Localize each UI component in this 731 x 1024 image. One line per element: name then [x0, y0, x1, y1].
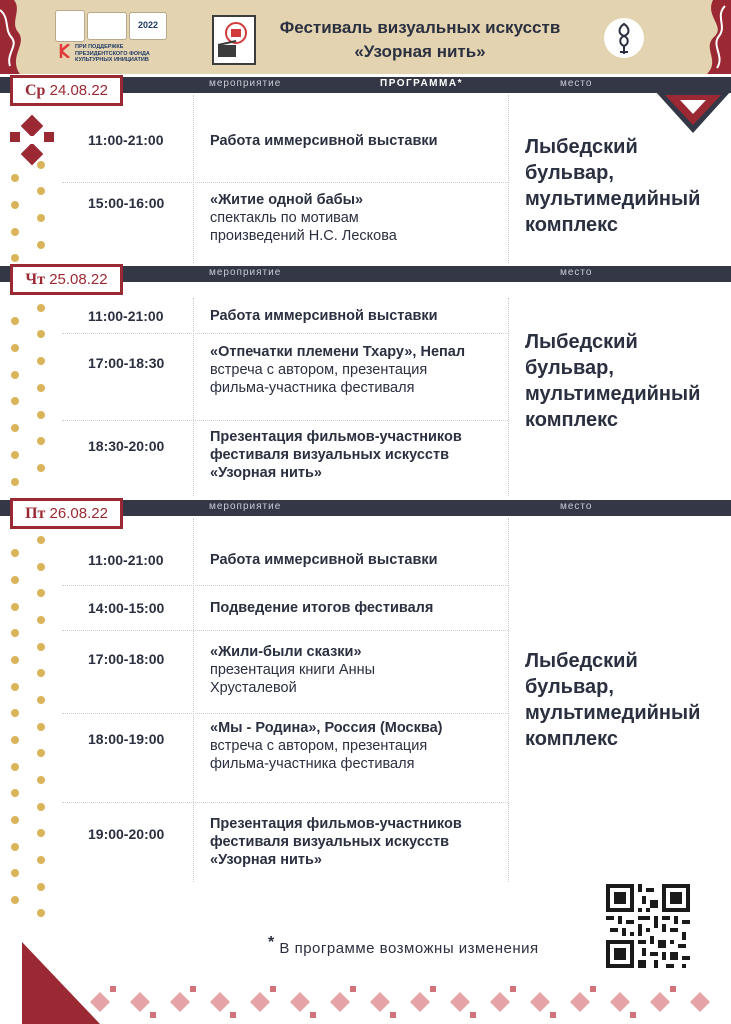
tree-emblem-icon	[604, 18, 644, 58]
day-3-venue: Лыбедский бульвар, мультимедийный комплекс	[525, 650, 701, 750]
event-title: «Жили-были сказки»	[210, 644, 362, 660]
day-3-date-text: 26.08.22	[49, 505, 108, 522]
event-title: Презентация фильмов-участников фестиваля визуальных искусств «Узорная нить»	[210, 429, 462, 481]
fund-text-line-3: КУЛЬТУРНЫХ ИНИЦИАТИВ	[75, 57, 149, 63]
event-time: 19:00-20:00	[88, 826, 165, 842]
event-time: 17:00-18:30	[88, 355, 165, 371]
fund-text-line-2: ПРЕЗИДЕНТСКОГО ФОНДА	[75, 50, 150, 57]
event-time: 11:00-21:00	[88, 308, 164, 324]
divider	[508, 95, 509, 263]
partner-logos	[55, 6, 195, 66]
divider	[193, 518, 194, 882]
unesco-icon	[87, 12, 127, 40]
divider	[508, 298, 509, 496]
event-description: презентация книги Анны Хрусталевой	[210, 662, 376, 696]
event-description: встреча с автором, презентация фильма-участника фестиваля	[210, 738, 428, 772]
page-title	[250, 16, 590, 64]
event-item	[210, 428, 500, 482]
event-time: 18:30-20:00	[88, 438, 165, 454]
day-1-date-text: 24.08.22	[49, 82, 108, 99]
event-item	[210, 643, 410, 697]
day-2-venue: Лыбедский бульвар, мультимедийный комплекс	[525, 331, 701, 431]
event-item	[210, 191, 450, 245]
day-2-weekday: Чт	[25, 271, 46, 288]
day-1-event-label: мероприятие	[209, 78, 282, 89]
event-title: Работа иммерсивной выставки	[210, 308, 438, 324]
title-line-2: «Узорная нить»	[354, 42, 486, 61]
event-item	[210, 599, 510, 617]
event-title: «Отпечатки племени Тхару», Непал	[210, 344, 466, 360]
pfki-logo-icon	[59, 44, 71, 58]
day-2-date	[10, 264, 123, 295]
event-title: Презентация фильмов-участников фестиваля визуальных искусств «Узорная нить»	[210, 816, 462, 868]
event-title: Работа иммерсивной выставки	[210, 552, 438, 568]
divider	[62, 420, 508, 421]
right-ornament-icon	[661, 0, 731, 74]
divider	[62, 802, 508, 803]
divider	[193, 95, 194, 263]
year-badge-text: 2022	[137, 20, 159, 30]
day-1-venue-label: место	[560, 78, 593, 89]
day-3-event-label: мероприятие	[209, 501, 282, 512]
footer-ornament-icon	[0, 942, 731, 1024]
event-item	[210, 815, 500, 869]
event-title: Работа иммерсивной выставки	[210, 133, 438, 149]
event-title: «Житие одной бабы»	[210, 192, 364, 208]
year-badge	[129, 12, 167, 40]
event-time: 14:00-15:00	[88, 600, 165, 616]
event-item	[210, 551, 510, 569]
note-text: В программе возможны изменения	[279, 940, 539, 957]
event-time: 17:00-18:00	[88, 651, 165, 667]
coat-of-arms-icon	[55, 10, 85, 42]
divider	[62, 333, 508, 334]
day-2-venue-label: место	[560, 267, 593, 278]
divider	[62, 585, 508, 586]
day-2-event-label: мероприятие	[209, 267, 282, 278]
day-1-venue: Лыбедский бульвар, мультимедийный комплекс	[525, 136, 701, 236]
fund-text-line-1: ПРИ ПОДДЕРЖКЕ	[75, 44, 124, 50]
day-1-date	[10, 75, 123, 106]
day-3-venue-label: место	[560, 501, 593, 512]
title-line-1: Фестиваль визуальных искусств	[279, 18, 561, 37]
event-title: Подведение итогов фестиваля	[210, 600, 434, 616]
event-description: встреча с автором, презентация фильма-участника фестиваля	[210, 362, 428, 396]
event-item	[210, 132, 510, 150]
event-item	[210, 343, 480, 397]
divider	[62, 713, 508, 714]
event-time: 11:00-21:00	[88, 132, 164, 148]
event-item	[210, 719, 480, 773]
fund-text	[75, 44, 150, 64]
event-description: спектакль по мотивам произведений Н.С. Лескова	[210, 210, 397, 244]
divider	[62, 630, 508, 631]
divider	[508, 518, 509, 882]
event-time: 18:00-19:00	[88, 731, 165, 747]
header	[0, 0, 731, 74]
program-label: ПРОГРАММА*	[380, 78, 463, 89]
divider	[193, 298, 194, 496]
left-ornament-icon	[0, 0, 60, 74]
event-title: «Мы - Родина», Россия (Москва)	[210, 720, 443, 736]
event-time: 15:00-16:00	[88, 195, 165, 211]
event-time: 11:00-21:00	[88, 552, 164, 568]
day-3-weekday: Пт	[25, 505, 46, 522]
event-item	[210, 307, 510, 325]
day-2-date-text: 25.08.22	[49, 271, 108, 288]
note-asterisk: *	[268, 934, 275, 951]
day-1-weekday: Ср	[24, 82, 46, 99]
divider	[62, 182, 508, 183]
day-3-date	[10, 498, 123, 529]
